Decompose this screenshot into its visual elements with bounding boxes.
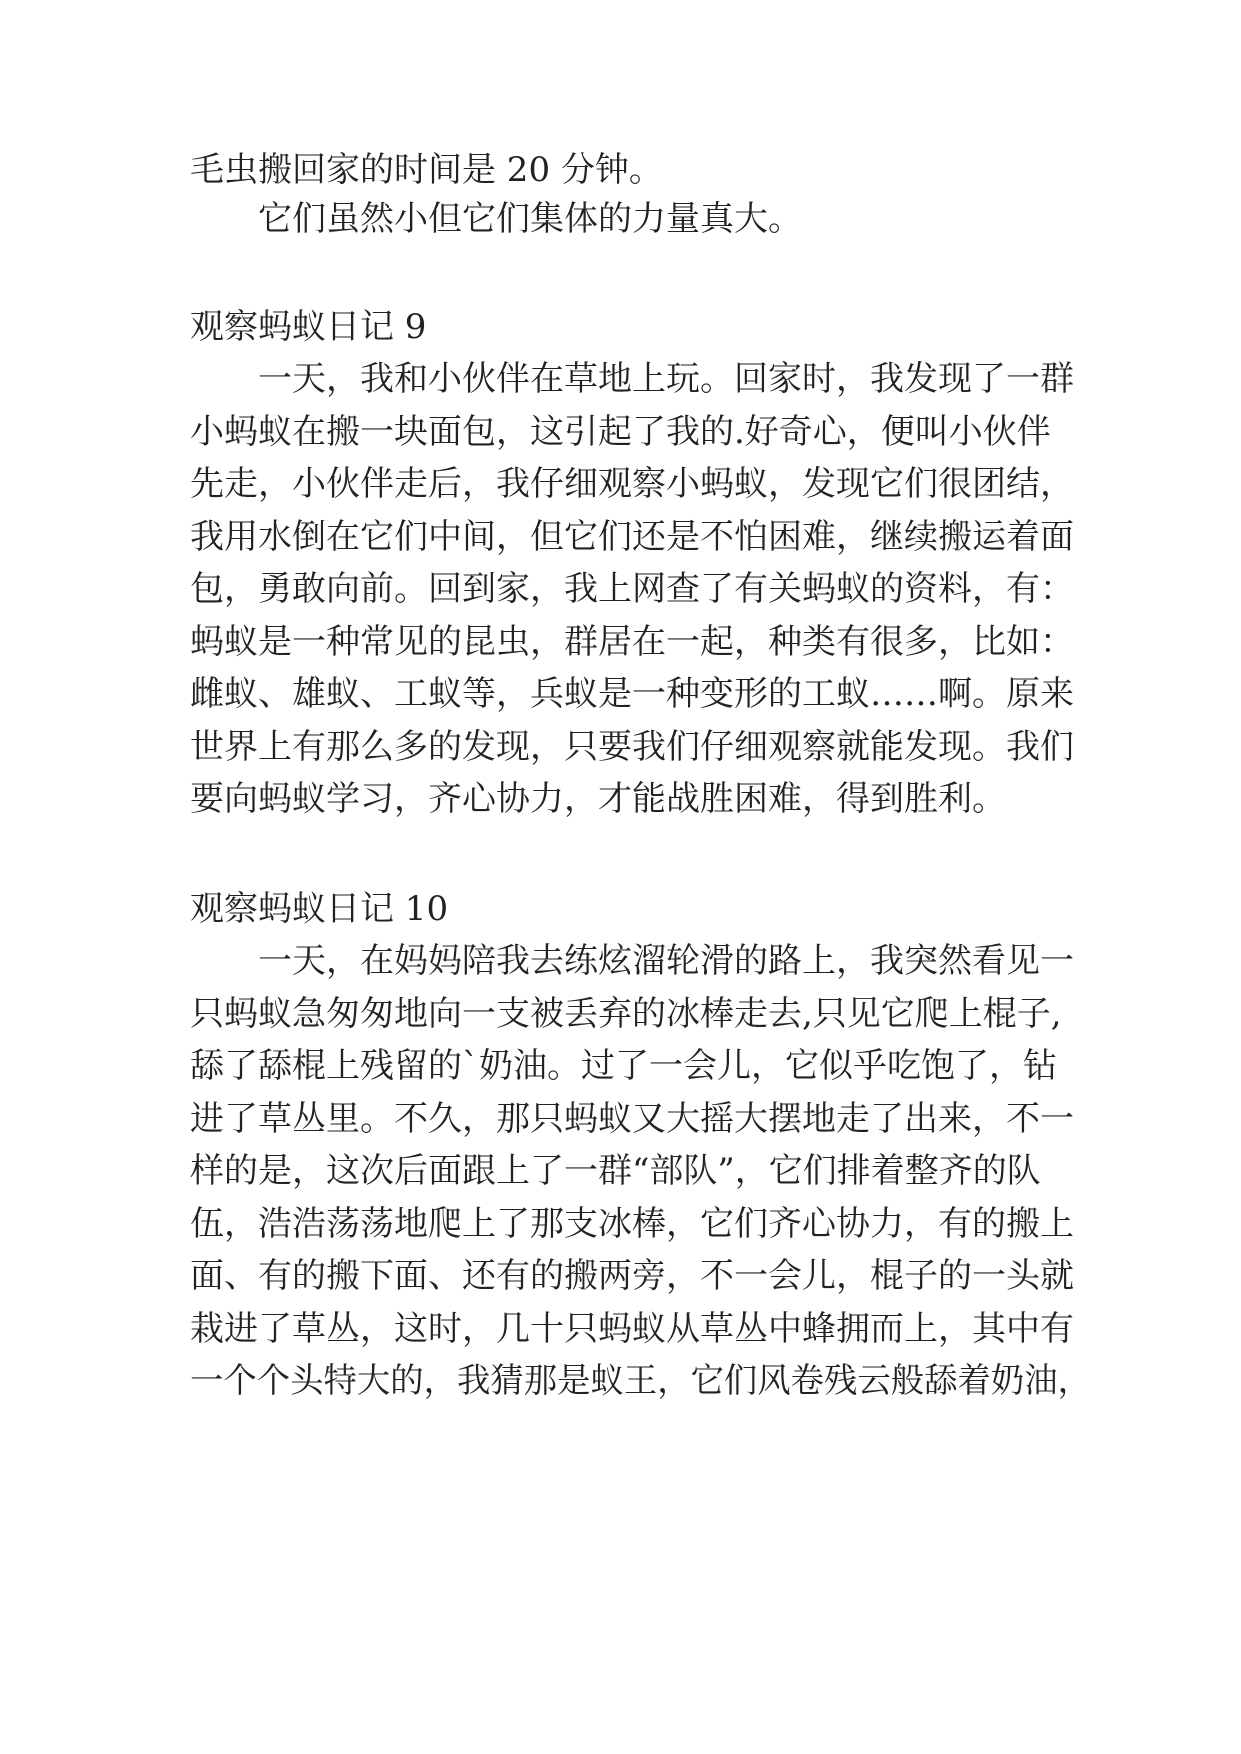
paragraph-line: 面、有的搬下面、还有的搬两旁，不一会儿，棍子的一头就 [190, 1256, 1074, 1296]
paragraph-line: 栽进了草丛，这时，几十只蚂蚁从草丛中蜂拥而上，其中有 [190, 1309, 1074, 1349]
paragraph-line: 样的是，这次后面跟上了一群“部队”，它们排着整齐的队 [190, 1151, 1041, 1191]
section-heading: 观察蚂蚁日记 10 [190, 889, 449, 929]
paragraph-line: 伍，浩浩荡荡地爬上了那支冰棒，它们齐心协力，有的搬上 [190, 1204, 1074, 1244]
paragraph-line: 先走，小伙伴走后，我仔细观察小蚂蚁，发现它们很团结， [190, 464, 1074, 504]
section-heading: 观察蚂蚁日记 9 [190, 307, 427, 347]
paragraph-line: 一天，我和小伙伴在草地上玩。回家时，我发现了一群 [258, 359, 1074, 399]
paragraph-line: 包，勇敢向前。回到家，我上网查了有关蚂蚁的资料，有： [190, 569, 1074, 609]
paragraph-line: 世界上有那么多的发现，只要我们仔细观察就能发现。我们 [190, 727, 1074, 767]
paragraph-line: 一个个头特大的，我猜那是蚁王，它们风卷残云般舔着奶油， [190, 1361, 1092, 1401]
text-line: 毛虫搬回家的时间是 20 分钟。 [190, 150, 663, 190]
paragraph-line: 一天，在妈妈陪我去练炫溜轮滑的路上，我突然看见一 [258, 941, 1074, 981]
paragraph-line: 进了草丛里。不久，那只蚂蚁又大摇大摆地走了出来，不一 [190, 1099, 1074, 1139]
paragraph-line: 我用水倒在它们中间，但它们还是不怕困难，继续搬运着面 [190, 517, 1074, 557]
paragraph-line: 小蚂蚁在搬一块面包，这引起了我的.好奇心，便叫小伙伴 [190, 412, 1051, 452]
paragraph-line: 只蚂蚁急匆匆地向一支被丢弃的冰棒走去,只见它爬上棍子, [190, 994, 1062, 1034]
paragraph-line: 舔了舔棍上残留的`奶油。过了一会儿，它似乎吃饱了，钻 [190, 1046, 1057, 1086]
paragraph-line: 雌蚁、雄蚁、工蚁等，兵蚁是一种变形的工蚁……啊。原来 [190, 674, 1074, 714]
paragraph-line: 蚂蚁是一种常见的昆虫，群居在一起，种类有很多，比如： [190, 622, 1074, 662]
paragraph-line: 要向蚂蚁学习，齐心协力，才能战胜困难，得到胜利。 [190, 779, 1006, 819]
paragraph-line: 它们虽然小但它们集体的力量真大。 [258, 199, 802, 239]
